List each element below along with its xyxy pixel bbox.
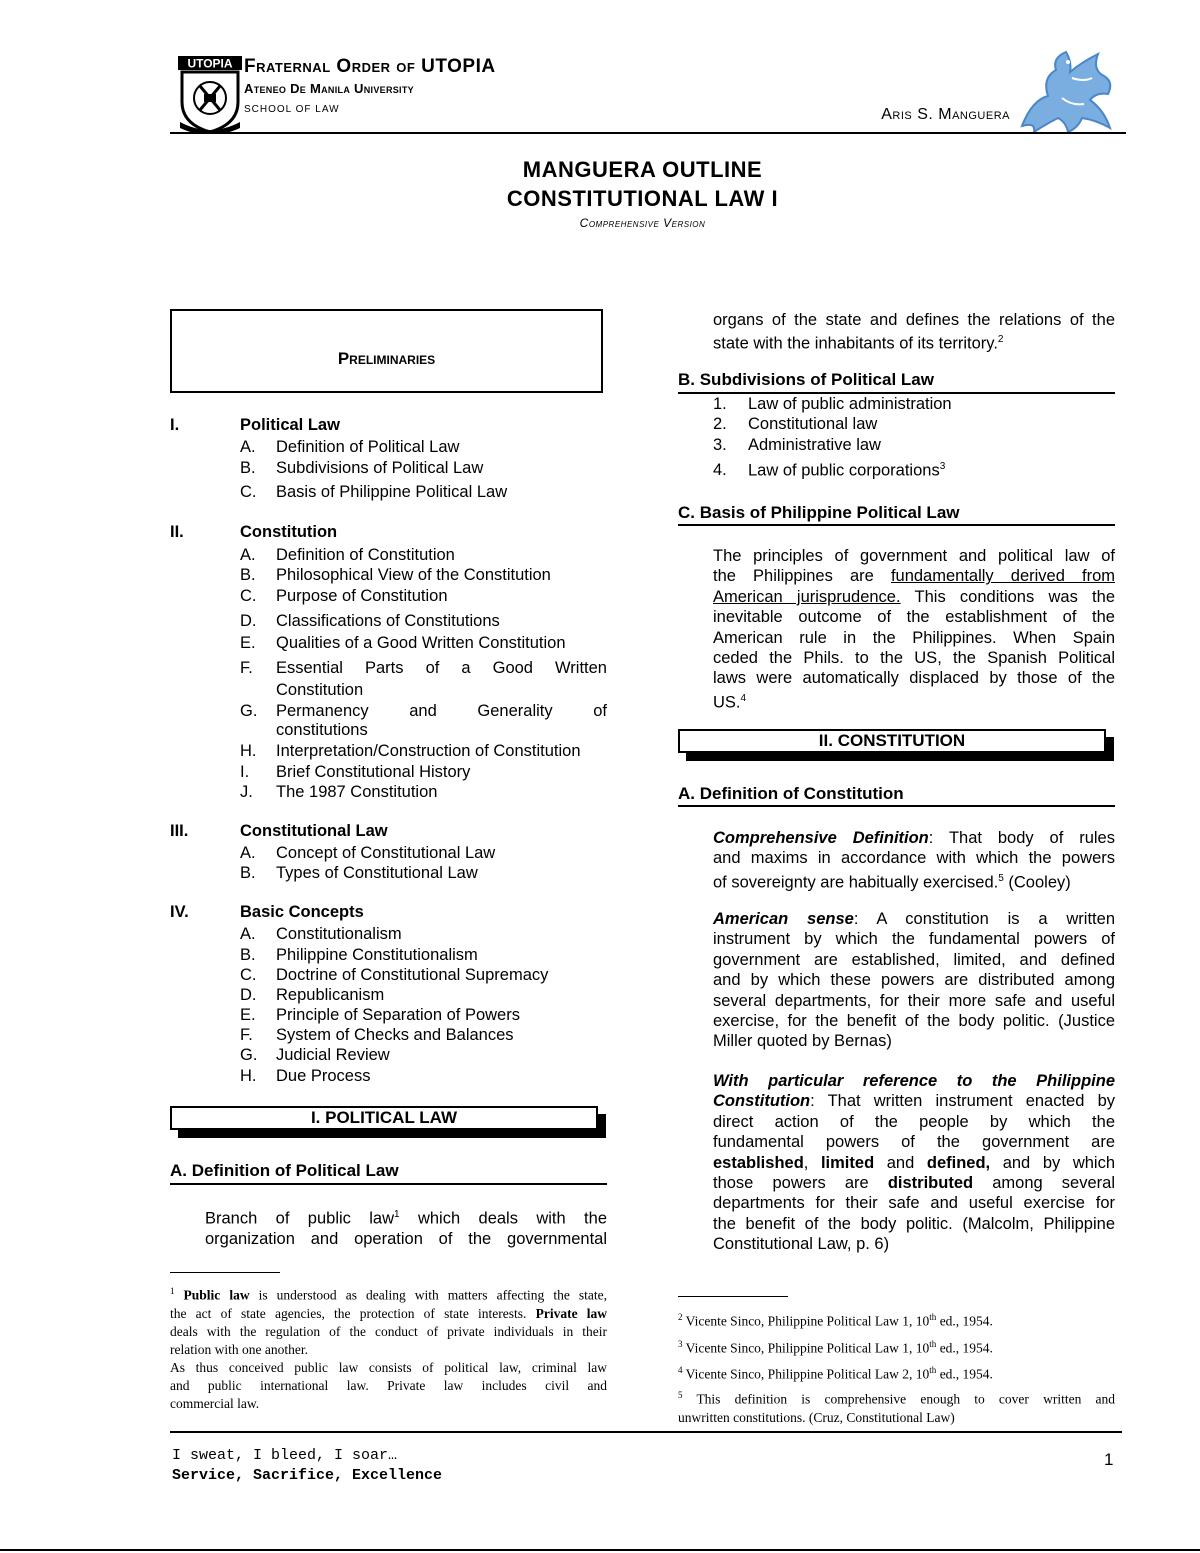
toc-item-letter: G. (240, 702, 258, 720)
document-version: Comprehensive Version (579, 216, 706, 230)
term-label: American sense (713, 910, 854, 928)
text: state with the inhabitants of its territory. (713, 334, 998, 353)
toc-item[interactable] (240, 611, 608, 631)
author-name: Aris S. Manguera (881, 106, 1010, 123)
text: fundamental powers of the government are (713, 1133, 1115, 1152)
toc-section-number: II. (170, 523, 184, 541)
toc-item-label: Types of Constitutional Law (276, 864, 478, 882)
text: unwritten constitutions. (Cruz, Constitutional Law) (678, 1410, 955, 1425)
toc-section-title: Political Law (240, 416, 340, 434)
toc-item-letter: A. (240, 546, 256, 564)
toc-item[interactable] (240, 482, 608, 502)
toc-item-label: Concept of Constitutional Law (276, 844, 496, 862)
list-label: Administrative law (748, 436, 881, 454)
footnote-separator (678, 1296, 788, 1297)
text: : A constitution is a written (853, 910, 1115, 928)
basis-paragraph (713, 546, 1115, 713)
toc-item-letter: F. (240, 1026, 253, 1044)
header-rule (170, 132, 1126, 134)
text: government are established, limited, and defined (713, 950, 1115, 969)
emphasis: limited (820, 1153, 875, 1172)
toc-item-label: Definition of Political Law (276, 438, 460, 456)
text: ed., 1954. (936, 1313, 993, 1329)
toc-item-letter: A. (240, 844, 256, 862)
toc-item[interactable] (240, 545, 608, 565)
text: among several (973, 1174, 1115, 1193)
toc-item[interactable] (240, 1066, 608, 1086)
toc-item-letter: J. (240, 783, 253, 801)
toc-item-letter: G. (240, 1046, 258, 1064)
list-label: Law of public administration (748, 395, 952, 413)
footnote-2 (678, 1306, 1115, 1333)
term-label: With particular reference to the Philippine (713, 1072, 1115, 1090)
toc-item[interactable] (240, 782, 608, 802)
political-law-banner (170, 1106, 598, 1130)
subdivisions-heading: B. Subdivisions of Political Law (678, 370, 934, 389)
footnote-4 (678, 1359, 1115, 1386)
toc-item-label: Permanency and Generality of (276, 702, 607, 720)
text: of sovereignty are habitually exercised. (713, 873, 999, 892)
text: is understood as dealing with matters affecting the state, (249, 1287, 607, 1303)
text: deals with the regulation of the conduct of private individuals in their (170, 1323, 607, 1339)
term-label: Comprehensive Definition (713, 829, 929, 847)
fraternity-name: Fraternal Order of UTOPIA (244, 56, 496, 77)
text: Vicente Sinco, Philippine Political Law 2, 10 (685, 1366, 930, 1382)
banner-label: II. CONSTITUTION (678, 729, 1106, 753)
emphasis: defined, (926, 1153, 991, 1172)
heading-rule (678, 524, 1115, 526)
footnote-5 (678, 1386, 1115, 1409)
text: Vicente Sinco, Philippine Political Law 1, 10 (685, 1313, 930, 1329)
banner-label: I. POLITICAL LAW (170, 1106, 598, 1130)
toc-section-number: III. (170, 822, 189, 840)
toc-item-letter: A. (240, 438, 256, 456)
toc-item-letter: C. (240, 966, 257, 984)
crest-text: UTOPIA (187, 56, 233, 71)
griffin-logo (1012, 48, 1116, 134)
text: direct action of the people by which the (713, 1112, 1115, 1131)
term-label: Constitution (713, 1092, 811, 1111)
footnote-number: 1 (170, 1286, 175, 1296)
emphasis: established (713, 1153, 804, 1172)
heading-rule (678, 805, 1115, 807)
toc-item-letter: F. (240, 659, 253, 677)
text: Private law (535, 1305, 607, 1321)
toc-item-label: Essential Parts of a Good Written (276, 659, 607, 677)
text: commercial law. (170, 1395, 260, 1411)
footnote-ref[interactable]: 5 (998, 872, 1004, 884)
toc-item[interactable] (240, 843, 608, 863)
text: and by which (990, 1153, 1116, 1172)
text: departments for their safe and useful exercise for (713, 1194, 1115, 1213)
political-law-definition-paragraph (205, 1205, 607, 1249)
toc-item[interactable] (240, 1005, 608, 1025)
text: the benefit of the body politic. (Malcolm, Philippine (713, 1214, 1115, 1233)
toc-section-number: I. (170, 416, 180, 434)
toc-item-letter: E. (240, 1006, 256, 1024)
toc-section-number: IV. (170, 903, 189, 921)
toc-item-letter: I. (240, 763, 250, 781)
text: the act of state agencies, the protection of state interests. (170, 1305, 536, 1321)
toc-item[interactable] (240, 633, 608, 653)
list-item[interactable] (713, 395, 952, 414)
toc-item-label: Definition of Constitution (276, 546, 455, 564)
text: organs of the state and defines the relations of the (713, 311, 1115, 329)
footnote-separator (170, 1272, 280, 1273)
footnote-number: 2 (678, 1312, 683, 1322)
footnote-number: 3 (678, 1338, 683, 1349)
toc-item-letter: C. (240, 483, 257, 501)
american-sense-paragraph (713, 909, 1115, 1052)
toc-item-letter: B. (240, 946, 256, 964)
footnote-ref[interactable]: 3 (939, 461, 946, 472)
footer-rule (170, 1431, 1122, 1433)
toc-item-letter: D. (240, 986, 257, 1004)
toc-item-label: Doctrine of Constitutional Supremacy (276, 966, 549, 984)
text: : That body of rules (928, 829, 1115, 847)
toc-item-label: System of Checks and Balances (276, 1026, 514, 1044)
toc-item[interactable] (240, 741, 608, 761)
toc-item-label: Brief Constitutional History (276, 763, 471, 781)
preliminaries-label: Preliminaries (337, 349, 436, 368)
toc-item-label: Principle of Separation of Powers (276, 1006, 520, 1024)
constitution-definition-heading: A. Definition of Constitution (678, 784, 904, 803)
toc-item-label: Constitutionalism (276, 925, 402, 943)
text: instrument by which the fundamental powers of (713, 930, 1115, 949)
toc-item[interactable] (240, 945, 608, 965)
utopia-crest-logo (178, 56, 244, 134)
footnote-ref[interactable]: 4 (740, 692, 747, 704)
political-law-definition-continued (713, 310, 1115, 354)
text: , (803, 1153, 821, 1172)
text: This conditions was the (900, 587, 1115, 606)
basis-heading: C. Basis of Philippine Political Law (678, 503, 960, 522)
document-subject: CONSTITUTIONAL LAW I (506, 186, 779, 211)
footnote-3 (678, 1333, 1115, 1360)
list-number: 2. (713, 415, 727, 433)
toc-item[interactable] (240, 586, 608, 606)
text: Miller quoted by Bernas) (713, 1032, 892, 1051)
text: and public international law. Private law includes civil and (170, 1377, 607, 1393)
toc-item[interactable] (240, 458, 608, 478)
list-number: 4. (713, 461, 727, 479)
text: th (929, 1338, 937, 1349)
text: Constitutional Law, p. 6) (713, 1235, 890, 1254)
toc-item-label-continued: constitutions (276, 721, 368, 739)
text: ed., 1954. (936, 1340, 993, 1355)
list-number: 1. (713, 395, 727, 413)
text: and (874, 1153, 927, 1172)
toc-item-label: Classifications of Constitutions (276, 612, 500, 630)
toc-item-letter: D. (240, 612, 257, 630)
toc-item-label: Subdivisions of Political Law (276, 459, 484, 477)
footnote-ref[interactable]: 1 (394, 1209, 400, 1220)
toc-item[interactable] (240, 437, 608, 457)
heading-rule (170, 1183, 607, 1185)
footnote-number: 4 (678, 1365, 683, 1375)
toc-item-letter: A. (240, 925, 256, 943)
text: organization and operation of the governmental (205, 1229, 607, 1248)
toc-item-letter: B. (240, 566, 256, 584)
school-name: SCHOOL OF LAW (244, 104, 340, 115)
toc-item-letter: E. (240, 634, 256, 652)
text: This definition is comprehensive enough to cover written and (696, 1391, 1115, 1406)
list-item[interactable] (713, 415, 878, 434)
toc-item-label: Philippine Constitutionalism (276, 946, 478, 964)
toc-item-label: The 1987 Constitution (276, 783, 438, 801)
list-label: Law of public corporations (748, 461, 940, 480)
list-label: Constitutional law (748, 415, 878, 433)
text: American rule in the Philippines. When Spain (713, 628, 1115, 647)
list-number: 3. (713, 436, 727, 454)
text: US. (713, 693, 741, 712)
footer-tagline: Service, Sacrifice, Excellence (172, 1467, 443, 1484)
footnote-1 (170, 1282, 607, 1413)
text: Vicente Sinco, Philippine Political Law 1, 10 (685, 1340, 930, 1355)
text: relation with one another. (170, 1341, 308, 1357)
toc-section-title: Constitutional Law (240, 822, 388, 840)
text: several departments, for their more safe and useful (713, 991, 1115, 1010)
toc-item[interactable] (240, 701, 608, 741)
toc-item[interactable] (240, 863, 608, 883)
toc-item-label: Philosophical View of the Constitution (276, 566, 551, 584)
toc-item[interactable] (240, 762, 608, 782)
toc-item-label: Due Process (276, 1067, 371, 1085)
philippine-definition-paragraph (713, 1071, 1115, 1255)
text: those powers are (713, 1174, 888, 1193)
heading-rule (678, 392, 1115, 394)
text: and maxims in accordance with which the powers (713, 849, 1115, 868)
footnote-number: 5 (678, 1389, 683, 1400)
toc-item[interactable] (240, 985, 608, 1005)
toc-item[interactable] (240, 1025, 608, 1045)
toc-item-letter: H. (240, 1067, 257, 1085)
text: Branch of public law (205, 1209, 395, 1228)
toc-item-letter: B. (240, 459, 256, 477)
comprehensive-definition-paragraph (713, 828, 1115, 893)
toc-item-label: Purpose of Constitution (276, 587, 448, 605)
emphasis: distributed (887, 1174, 974, 1193)
toc-item[interactable] (240, 1045, 608, 1065)
university-name: Ateneo De Manila University (244, 81, 414, 96)
text: th (929, 1312, 937, 1322)
toc-item-letter: B. (240, 864, 256, 882)
text: laws were automatically displaced by those of the (713, 669, 1115, 688)
text: The principles of government and political law of (713, 547, 1115, 565)
toc-item-label: Interpretation/Construction of Constitution (276, 742, 581, 760)
text: ed., 1954. (936, 1366, 993, 1382)
toc-item[interactable] (240, 565, 608, 585)
toc-item-label-continued: Constitution (276, 681, 364, 699)
text: inevitable outcome of the establishment of the (713, 608, 1115, 627)
footer-motto: I sweat, I bleed, I soar… (172, 1447, 398, 1464)
list-item[interactable] (713, 436, 881, 455)
footnotes-right (678, 1306, 1115, 1427)
text: (Cooley) (1003, 873, 1071, 892)
toc-section-title: Constitution (240, 523, 338, 541)
constitution-banner (678, 729, 1106, 753)
political-law-definition-heading: A. Definition of Political Law (170, 1161, 399, 1180)
text: and by which these powers are distributed among (713, 971, 1115, 990)
page-number: 1 (1104, 1450, 1114, 1469)
text: Public law (183, 1287, 250, 1303)
text: exercise, for the benefit of the body politic. (Justice (713, 1012, 1115, 1031)
page-edge-rule (0, 1549, 1200, 1551)
text: As thus conceived public law consists of political law, criminal law (170, 1359, 607, 1375)
footnote-ref[interactable]: 2 (997, 334, 1004, 346)
toc-item-letter: H. (240, 742, 257, 760)
toc-item-label: Basis of Philippine Political Law (276, 483, 508, 501)
toc-item-label: Qualities of a Good Written Constitution (276, 634, 566, 652)
preliminaries-box (170, 309, 603, 393)
toc-section-title: Basic Concepts (240, 903, 364, 921)
text: ceded the Phils. to the US, the Spanish Political (713, 649, 1115, 668)
underlined-text: fundamentally derived from (890, 567, 1116, 586)
text: which deals with the (399, 1209, 607, 1228)
toc-item[interactable] (240, 658, 608, 702)
toc-item[interactable] (240, 924, 608, 944)
list-item[interactable] (713, 461, 946, 480)
document-title: MANGUERA OUTLINE (522, 157, 763, 182)
text: the Philippines are (713, 567, 891, 586)
toc-item-label: Judicial Review (276, 1046, 390, 1064)
underlined-text: American jurisprudence. (713, 587, 901, 606)
text: th (929, 1365, 937, 1375)
text: : That written instrument enacted by (810, 1092, 1115, 1111)
toc-item[interactable] (240, 965, 608, 985)
toc-item-letter: C. (240, 587, 257, 605)
toc-item-label: Republicanism (276, 986, 385, 1004)
